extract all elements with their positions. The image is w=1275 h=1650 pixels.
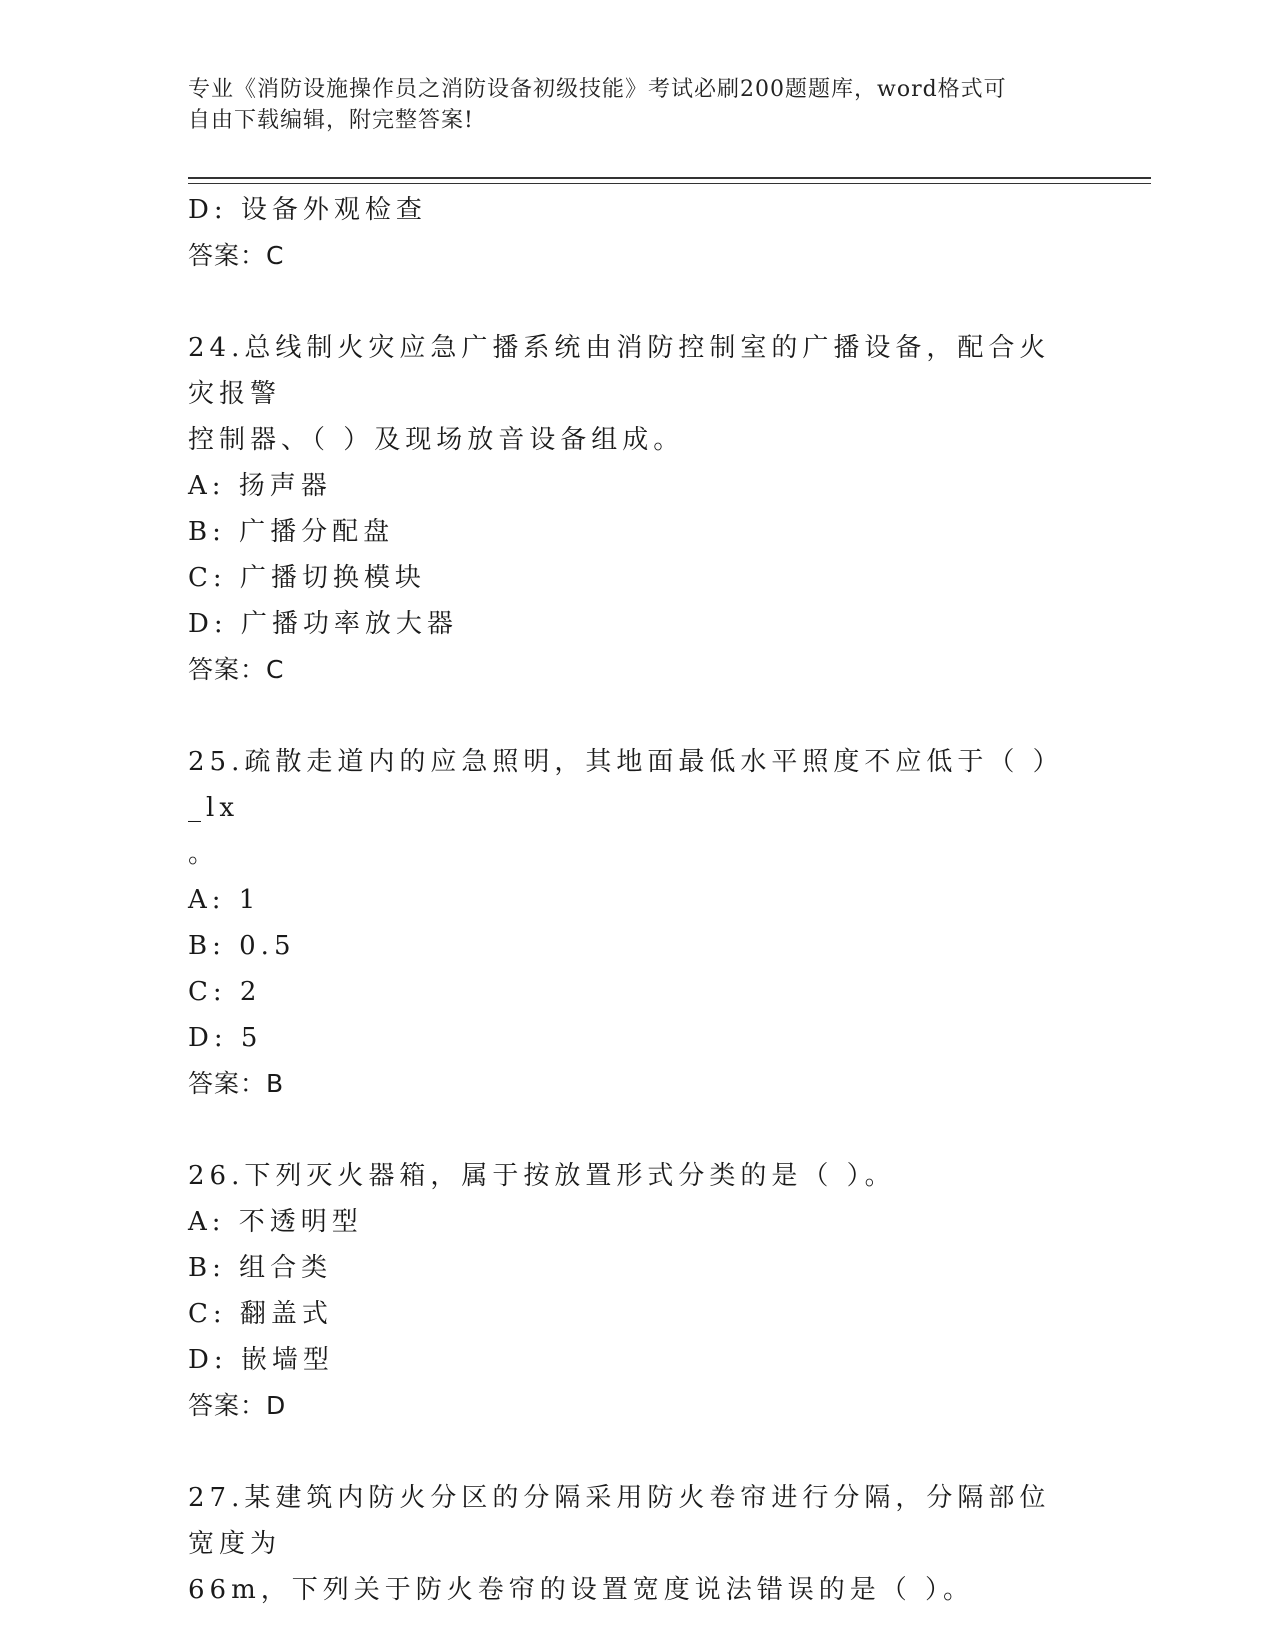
option-c: C: 广播切换模块: [188, 563, 426, 593]
question-26: [188, 1153, 1088, 1429]
option-b: B: 0.5: [188, 931, 296, 961]
question-23-tail: [188, 187, 1088, 279]
question-line-2: 66m，下列关于防火卷帘的设置宽度说法错误的是（ ）。: [188, 1575, 975, 1605]
document-body: [188, 187, 1088, 1613]
answer-label: 答案：D: [188, 1391, 287, 1420]
header-line-1: 专业《消防设施操作员之消防设备初级技能》考试必刷200题题库，word格式可: [188, 77, 1007, 102]
question-line-1: 25.疏散走道内的应急照明，其地面最低水平照度不应低于（ ）_lx: [188, 747, 1064, 823]
option-d: D: 设备外观检查: [188, 195, 427, 225]
page-header: [188, 74, 1068, 136]
question-text: [188, 739, 1068, 877]
header-rule-thick: [188, 177, 1151, 179]
option-a: A: 不透明型: [188, 1207, 363, 1237]
question-line-1: 27.某建筑内防火分区的分隔采用防火卷帘进行分隔，分隔部位宽度为: [188, 1483, 1051, 1559]
option-b: B: 组合类: [188, 1253, 333, 1283]
question-text: [188, 325, 1068, 463]
question-text: [188, 1475, 1068, 1613]
option-d: D: 5: [188, 1023, 263, 1053]
option-a: A: 扬声器: [188, 471, 332, 501]
option-d: D: 嵌墙型: [188, 1345, 334, 1375]
question-line-1: 24.总线制火灾应急广播系统由消防控制室的广播设备，配合火灾报警: [188, 333, 1051, 409]
question-24: [188, 325, 1088, 693]
question-25: [188, 739, 1088, 1107]
answer-label: 答案：C: [188, 655, 285, 684]
question-27: [188, 1475, 1088, 1613]
header-line-2: 自由下载编辑，附完整答案!: [188, 108, 474, 133]
question-line-2: 。: [188, 839, 220, 869]
question-line-1: 26.下列灭火器箱，属于按放置形式分类的是（ ）。: [188, 1161, 896, 1191]
option-a: A: 1: [188, 885, 261, 915]
question-text: [188, 1153, 1068, 1199]
option-b: B: 广播分配盘: [188, 517, 395, 547]
option-d: D: 广播功率放大器: [188, 609, 458, 639]
answer-label: 答案：B: [188, 1069, 285, 1098]
header-rule-thin: [188, 183, 1151, 184]
question-line-2: 控制器、（ ）及现场放音设备组成。: [188, 425, 685, 455]
answer-label: 答案：C: [188, 241, 285, 270]
option-c: C: 2: [188, 977, 262, 1007]
option-c: C: 翻盖式: [188, 1299, 333, 1329]
